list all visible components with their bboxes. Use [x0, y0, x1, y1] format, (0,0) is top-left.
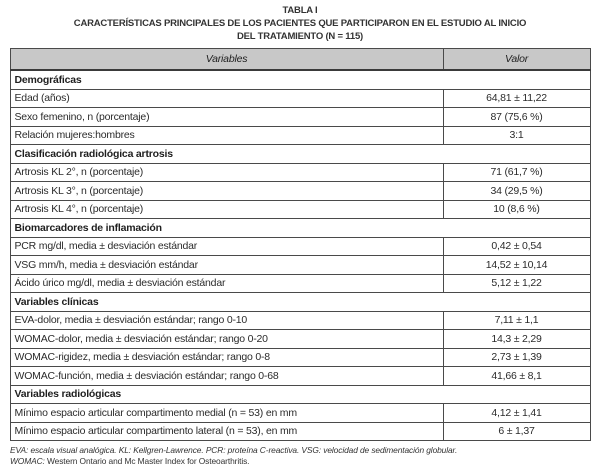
variable-cell: Mínimo espacio articular compartimento medial (n = 53) en mm: [10, 404, 443, 423]
table-row: [10, 274, 590, 293]
variable-cell: Artrosis KL 4°, n (porcentaje): [10, 200, 443, 219]
table-row: [10, 89, 590, 108]
table-row: [10, 348, 590, 367]
value-cell: 2,73 ± 1,39: [443, 348, 590, 367]
variable-cell: Artrosis KL 3°, n (porcentaje): [10, 182, 443, 201]
footnote-line2: [10, 456, 590, 466]
section-header-row: [10, 70, 590, 89]
table-caption-line2: DEL TRATAMIENTO (N = 115): [0, 31, 600, 42]
footnote-womac-prefix: WOMAC:: [10, 456, 45, 466]
value-cell: 14,52 ± 10,14: [443, 256, 590, 275]
table-row: [10, 200, 590, 219]
value-cell: 71 (61,7 %): [443, 163, 590, 182]
section-header-row: [10, 293, 590, 312]
section-header: Variables clínicas: [10, 293, 590, 312]
value-cell: 5,12 ± 1,22: [443, 274, 590, 293]
variable-cell: Sexo femenino, n (porcentaje): [10, 108, 443, 127]
footnote: [10, 445, 590, 466]
value-cell: 41,66 ± 8,1: [443, 367, 590, 386]
table-row: [10, 330, 590, 349]
table-row: [10, 367, 590, 386]
value-cell: 3:1: [443, 126, 590, 145]
table-caption-line1: CARACTERÍSTICAS PRINCIPALES DE LOS PACIENTES QUE PARTICIPARON EN EL ESTUDIO AL INICIO: [0, 18, 600, 29]
value-cell: 34 (29,5 %): [443, 182, 590, 201]
footnote-abbreviations: EVA: escala visual analógica. KL: Kellgren-Lawrence. PCR: proteína C-reactiva. VSG: velocidad de sedimentación globular.: [10, 445, 457, 455]
table-row: [10, 256, 590, 275]
table-number-title: TABLA I: [0, 5, 600, 16]
footnote-womac-definition: Western Ontario and Mc Master Index for Osteoarthritis.: [45, 456, 250, 466]
value-cell: 6 ± 1,37: [443, 422, 590, 441]
table-row: [10, 311, 590, 330]
value-cell: 14,3 ± 2,29: [443, 330, 590, 349]
section-header: Variables radiológicas: [10, 385, 590, 404]
value-cell: 0,42 ± 0,54: [443, 237, 590, 256]
variable-cell: PCR mg/dl, media ± desviación estándar: [10, 237, 443, 256]
variable-cell: Edad (años): [10, 89, 443, 108]
table-row: [10, 108, 590, 127]
characteristics-table: [10, 48, 591, 441]
section-header: Clasificación radiológica artrosis: [10, 145, 590, 164]
section-header-row: [10, 219, 590, 238]
column-header-valor: Valor: [443, 49, 590, 71]
section-header-row: [10, 385, 590, 404]
table-row: [10, 422, 590, 441]
variable-cell: WOMAC-dolor, media ± desviación estándar; rango 0-20: [10, 330, 443, 349]
table-row: [10, 126, 590, 145]
table-title-block: [0, 5, 600, 42]
table-row: [10, 237, 590, 256]
value-cell: 4,12 ± 1,41: [443, 404, 590, 423]
value-cell: 7,11 ± 1,1: [443, 311, 590, 330]
section-header-row: [10, 145, 590, 164]
table-row: [10, 163, 590, 182]
variable-cell: WOMAC-rigidez, media ± desviación estándar; rango 0-8: [10, 348, 443, 367]
table-row: [10, 404, 590, 423]
variable-cell: EVA-dolor, media ± desviación estándar; rango 0-10: [10, 311, 443, 330]
value-cell: 64,81 ± 11,22: [443, 89, 590, 108]
variable-cell: Relación mujeres:hombres: [10, 126, 443, 145]
variable-cell: VSG mm/h, media ± desviación estándar: [10, 256, 443, 275]
table-body: [10, 70, 590, 441]
variable-cell: WOMAC-función, media ± desviación estándar; rango 0-68: [10, 367, 443, 386]
table-row: [10, 182, 590, 201]
column-header-row: [10, 49, 590, 71]
variable-cell: Artrosis KL 2°, n (porcentaje): [10, 163, 443, 182]
footnote-line1: [10, 445, 590, 456]
value-cell: 10 (8,6 %): [443, 200, 590, 219]
column-header-variables: Variables: [10, 49, 443, 71]
section-header: Demográficas: [10, 70, 590, 89]
section-header: Biomarcadores de inflamación: [10, 219, 590, 238]
variable-cell: Ácido úrico mg/dl, media ± desviación estándar: [10, 274, 443, 293]
variable-cell: Mínimo espacio articular compartimento lateral (n = 53), en mm: [10, 422, 443, 441]
value-cell: 87 (75,6 %): [443, 108, 590, 127]
